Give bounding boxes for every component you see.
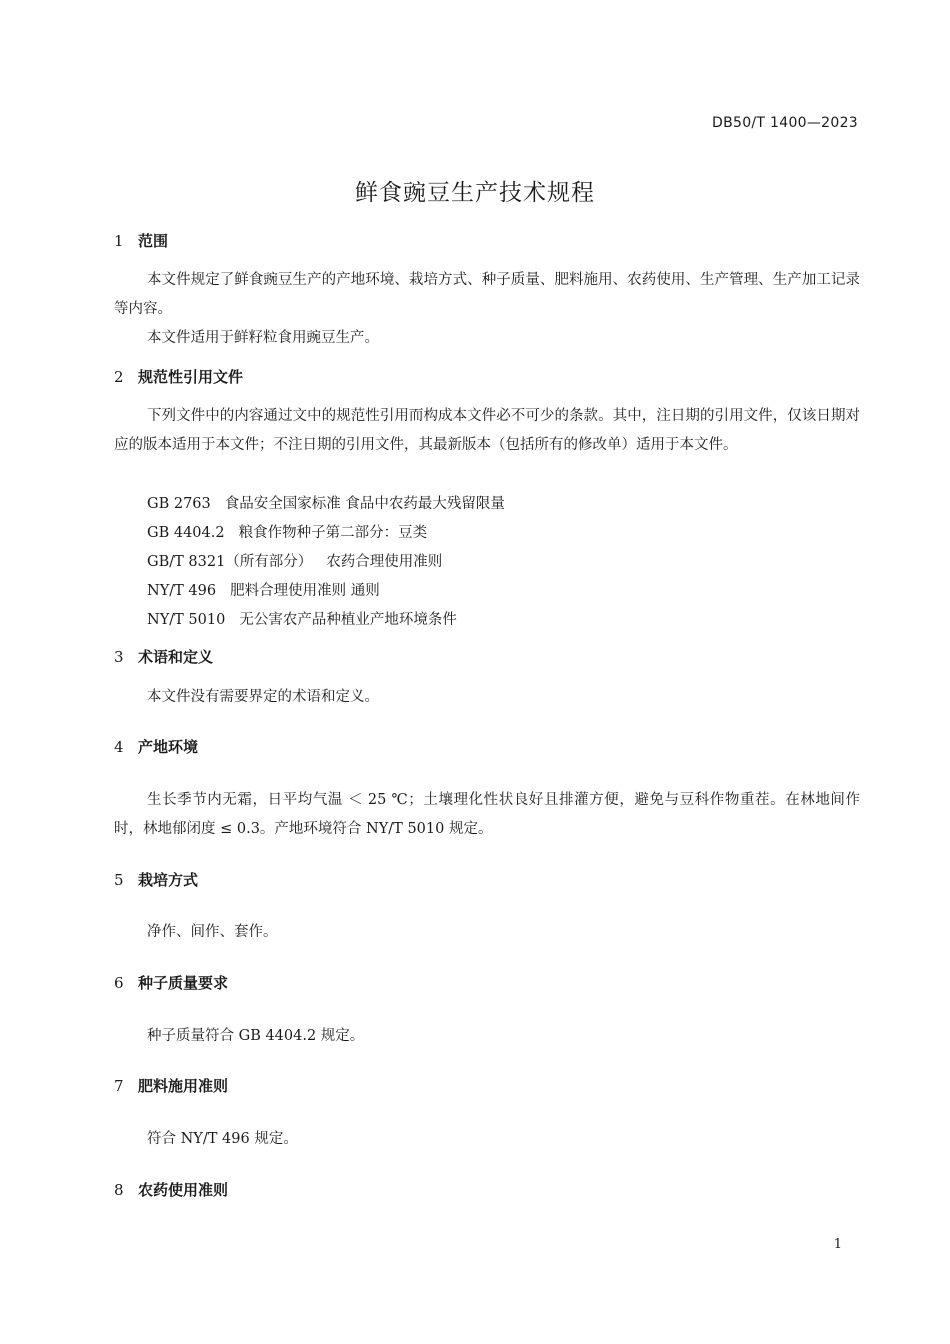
section-number: 4 <box>114 738 124 756</box>
section-number: 6 <box>114 974 124 992</box>
document-title: 鲜食豌豆生产技术规程 <box>355 180 595 206</box>
section-number: 5 <box>114 871 124 889</box>
section-4-heading <box>114 737 198 757</box>
section-number: 3 <box>114 648 124 666</box>
section-5-paragraph-1: 净作、间作、套作。 <box>147 924 278 940</box>
section-title: 范围 <box>138 232 169 250</box>
section-1-heading <box>114 231 168 251</box>
reference-item <box>147 610 457 630</box>
section-number: 7 <box>114 1077 124 1095</box>
reference-item <box>147 552 442 572</box>
page-number: 1 <box>833 1237 842 1252</box>
reference-code: GB 4404.2 <box>147 525 225 541</box>
reference-title: 肥料合理使用准则 通则 <box>230 583 380 599</box>
reference-code: GB/T 8321（所有部分） <box>147 554 313 570</box>
reference-item <box>147 581 380 601</box>
section-1-paragraph-2: 本文件适用于鲜籽粒食用豌豆生产。 <box>147 330 379 346</box>
section-title: 种子质量要求 <box>138 974 229 992</box>
section-3-heading <box>114 647 213 667</box>
section-6-paragraph-1: 种子质量符合 GB 4404.2 规定。 <box>147 1028 365 1044</box>
document-code: DB50/T 1400—2023 <box>712 115 858 131</box>
section-title: 栽培方式 <box>138 871 199 889</box>
reference-title: 粮食作物种子第二部分：豆类 <box>238 525 428 541</box>
section-2-paragraph-1: 下列文件中的内容通过文中的规范性引用而构成本文件必不可少的条款。其中，注日期的引用文件，仅该日期对应的版本适用于本文件；不注日期的引用文件，其最新版本（包括所有的修改单）适用于本文件。 <box>114 408 860 453</box>
section-7-paragraph-1: 符合 NY/T 496 规定。 <box>147 1131 298 1147</box>
section-title: 农药使用准则 <box>138 1181 229 1199</box>
section-2-heading <box>114 367 243 387</box>
section-5-heading <box>114 870 198 890</box>
reference-item <box>147 494 505 514</box>
section-title: 术语和定义 <box>138 648 214 666</box>
section-number: 1 <box>114 232 124 250</box>
reference-code: NY/T 496 <box>147 583 217 599</box>
reference-code: GB 2763 <box>147 496 211 512</box>
reference-code: NY/T 5010 <box>147 612 226 628</box>
section-7-heading <box>114 1076 228 1096</box>
reference-title: 农药合理使用准则 <box>326 554 443 570</box>
reference-title: 无公害农产品种植业产地环境条件 <box>239 612 457 628</box>
section-8-heading <box>114 1180 228 1200</box>
section-4-paragraph-1: 生长季节内无霜，日平均气温 ＜ 25 ℃；土壤理化性状良好且排灌方便，避免与豆科作物重茬。在林地间作时，林地郁闭度 ≤ 0.3。产地环境符合 NY/T 5010 规定。 <box>114 792 860 837</box>
section-title: 产地环境 <box>138 738 199 756</box>
section-title: 规范性引用文件 <box>138 368 244 386</box>
section-1-paragraph-1: 本文件规定了鲜食豌豆生产的产地环境、栽培方式、种子质量、肥料施用、农药使用、生产管理、生产加工记录等内容。 <box>114 272 860 317</box>
reference-item <box>147 523 427 543</box>
section-3-paragraph-1: 本文件没有需要界定的术语和定义。 <box>147 689 379 705</box>
reference-title: 食品安全国家标准 食品中农药最大残留限量 <box>224 496 505 512</box>
section-6-heading <box>114 973 228 993</box>
section-number: 8 <box>114 1181 124 1199</box>
section-number: 2 <box>114 368 124 386</box>
section-title: 肥料施用准则 <box>138 1077 229 1095</box>
